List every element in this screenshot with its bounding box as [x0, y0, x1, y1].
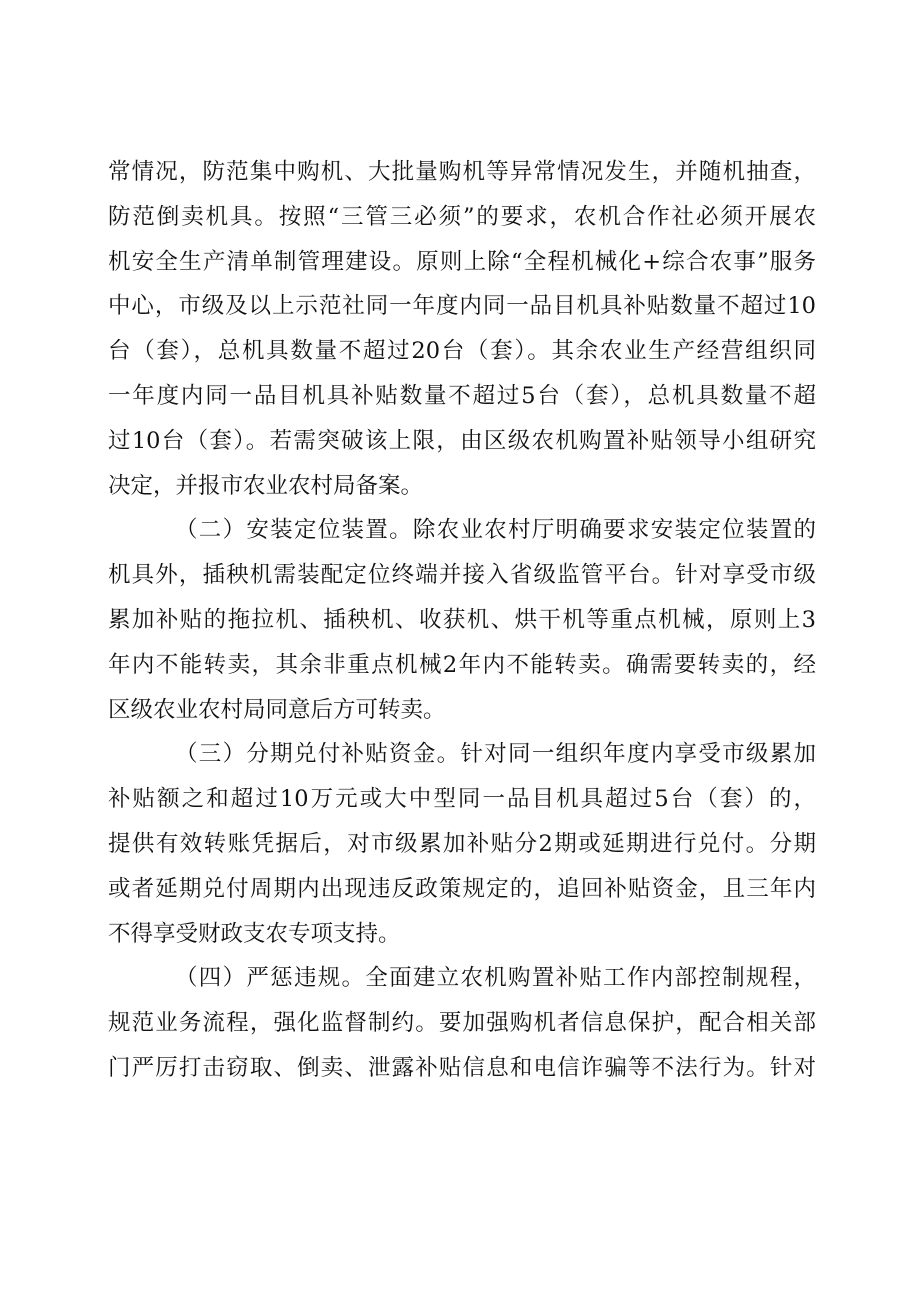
text-line: 门严厉打击窃取、倒卖、泄露补贴信息和电信诈骗等不法行为。针对 — [108, 1054, 816, 1081]
text-line: 台（套），总机具数量不超过20台（套）。其余农业生产经营组织同 — [108, 338, 816, 365]
text-line: 补贴额之和超过10万元或大中型同一品目机具超过5台（套）的， — [108, 786, 816, 813]
text-line: 提供有效转账凭据后，对市级累加补贴分2期或延期进行兑付。分期 — [108, 830, 816, 857]
text-line: 一年度内同一品目机具补贴数量不超过5台（套），总机具数量不超 — [108, 382, 816, 409]
text-line: 过10台（套）。若需突破该上限，由区级农机购置补贴领导小组研究 — [108, 427, 816, 454]
text-line: 决定，并报市农业农村局备案。 — [108, 472, 424, 499]
section-heading-line: （四）严惩违规。全面建立农机购置补贴工作内部控制规程， — [175, 965, 816, 992]
text-line: 规范业务流程，强化监督制约。要加强购机者信息保护，配合相关部 — [108, 1010, 816, 1037]
text-line: 常情况，防范集中购机、大批量购机等异常情况发生，并随机抽查， — [108, 159, 816, 185]
text-line: 机安全生产清单制管理建设。原则上除“全程机械化+综合农事”服务 — [108, 248, 816, 275]
text-line: 不得享受财政支农专项支持。 — [108, 920, 401, 947]
text-line: 防范倒卖机具。按照“三管三必须”的要求，农机合作社必须开展农 — [108, 203, 816, 230]
document-body — [108, 150, 816, 1091]
text-line: 累加补贴的拖拉机、插秧机、收获机、烘干机等重点机械，原则上3 — [108, 606, 816, 633]
text-line: 区级农业农村局同意后方可转卖。 — [108, 696, 446, 723]
text-line: 中心，市级及以上示范社同一年度内同一品目机具补贴数量不超过10 — [108, 293, 816, 320]
text-line: 年内不能转卖，其余非重点机械2年内不能转卖。确需要转卖的，经 — [108, 651, 816, 678]
section-heading-line: （三）分期兑付补贴资金。针对同一组织年度内享受市级累加 — [175, 741, 816, 768]
section-heading-line: （二）安装定位装置。除农业农村厅明确要求安装定位装置的 — [175, 517, 816, 544]
text-line: 或者延期兑付周期内出现违反政策规定的，追回补贴资金，且三年内 — [108, 875, 816, 902]
text-line: 机具外，插秧机需装配定位终端并接入省级监管平台。针对享受市级 — [108, 562, 816, 589]
